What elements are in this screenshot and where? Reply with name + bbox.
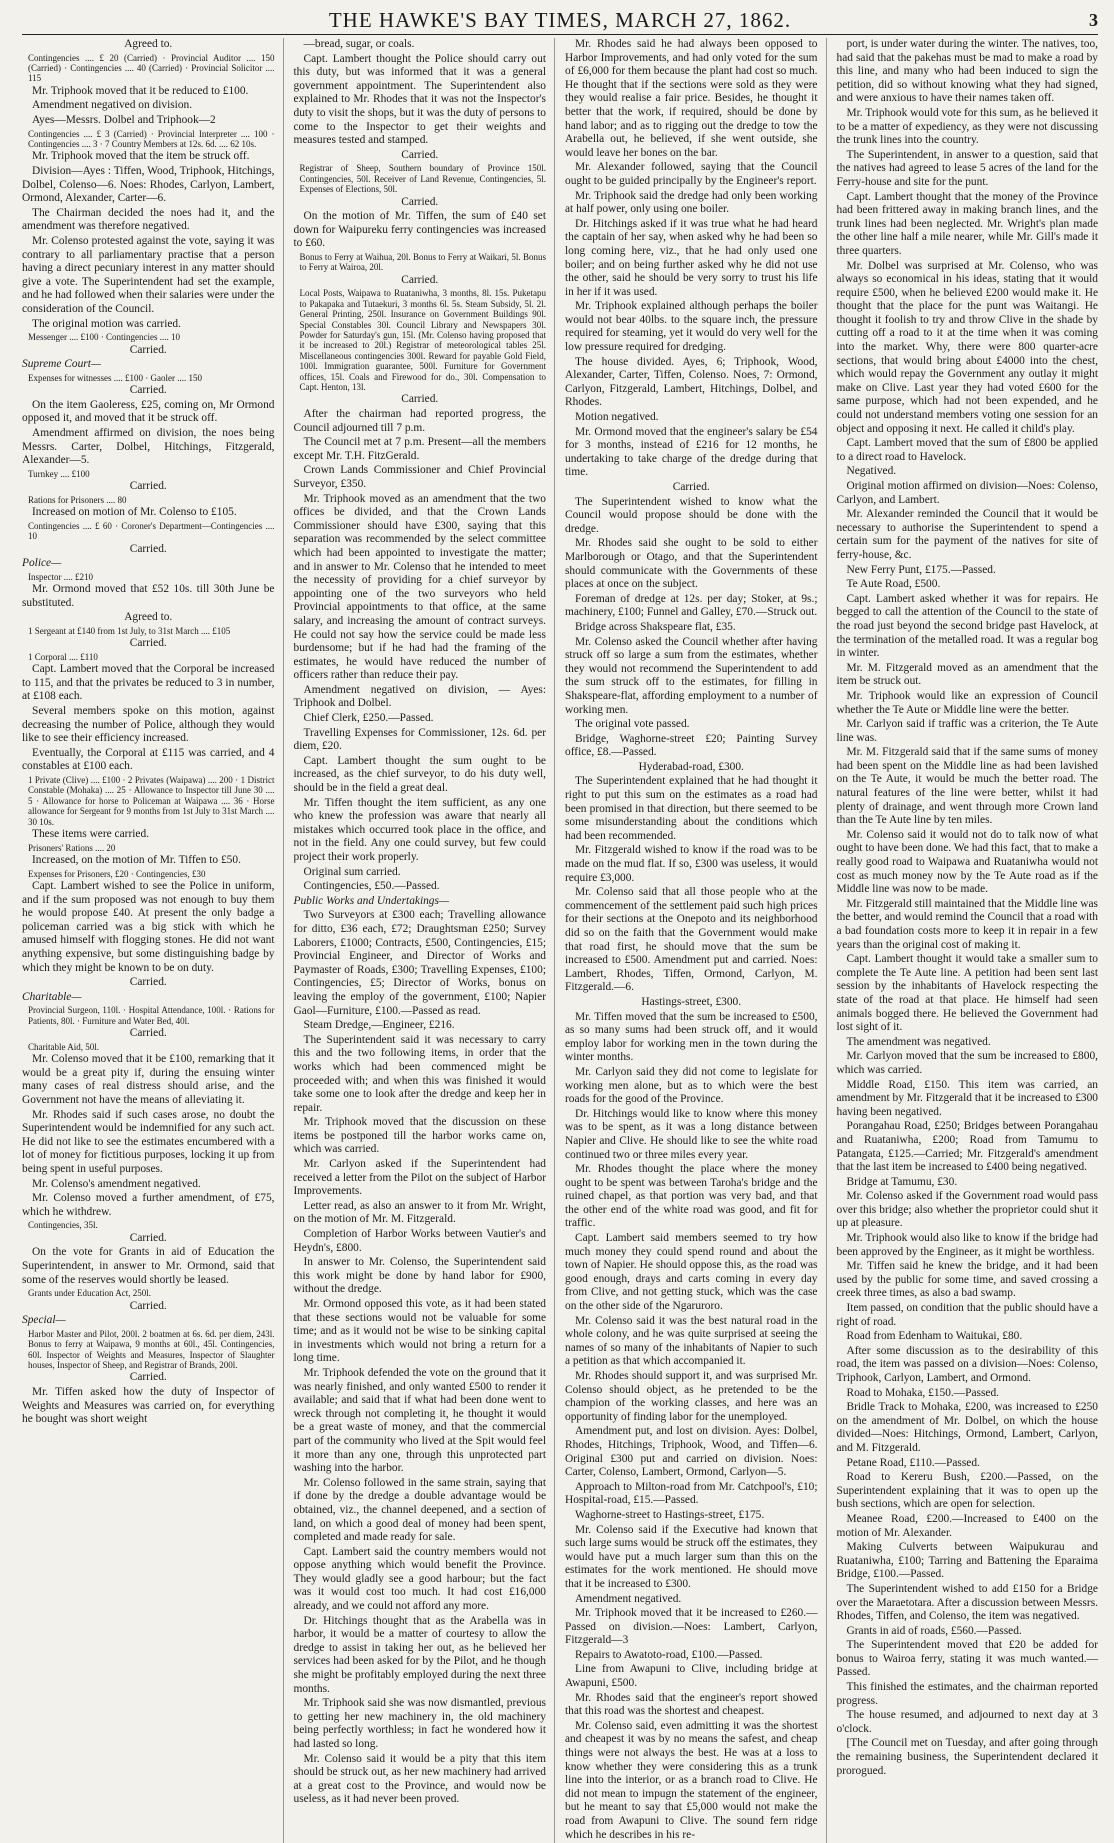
paragraph: The Superintendent explained that he had thought it right to put this sum on the estimates as a road had been promised in that direction, but there seemed to be some misunderstanding about the conditions which had been recommended.	[565, 775, 818, 842]
paragraph: Original sum carried.	[303, 865, 401, 878]
paragraph: New Ferry Punt, £175.—Passed.	[846, 563, 996, 576]
paragraph: Carried.	[401, 273, 439, 286]
paragraph: Capt. Lambert wished to see the Police in uniform, and if the sum proposed was not enough to buy them he would propose £40. At present the only badge a policeman carried was a big stick with which he amused himself with flogging stones. He did not want anything expensive, but some distinguishing badge by which they might be known to be on duty.	[22, 880, 275, 974]
paragraph: Dr. Hitchings thought that as the Arabella was in harbor, it would be a matter of courtesy to allow the dredge to assist in taking her out, as he believed her services had been asked for by the Pilot, and he though she might be profitably employed during the next three months.	[293, 1614, 546, 1695]
paragraph: Capt. Lambert moved that the sum of £800 be applied to a direct road to Havelock.	[836, 437, 1098, 463]
paragraph: Motion negatived.	[575, 411, 659, 424]
paragraph: Dr. Hitchings asked if it was true what he had heard the captain of her say, when asked why he had been so long coming here, viz., that he had only used one boiler; and on being further asked why he did not use the other, said he should be very sorry to trust his life in her if it was used.	[565, 217, 818, 298]
paragraph: The Superintendent wished to know what the Council would propose should be done with the dredge.	[565, 495, 818, 535]
masthead	[22, 8, 1098, 35]
paragraph: Mr. M. Fitzgerald moved as an amendment that the item be struck out.	[836, 661, 1098, 688]
paragraph: Harbor Master and Pilot, 200l. 2 boatmen at 6s. 6d. per diem, 243l. Bonus to ferry at Waipawa, 9 months at 60l., 45l. Contingencies, 60l. Inspector of Weights and Measures, Inspector of Slaughter houses, Inspector of Sheep, and Registrar of Brands, 200l.	[28, 1328, 275, 1370]
paragraph: On the motion of Mr. Tiffen, the sum of £40 set down for Waipureku ferry contingencies was increased to £60.	[293, 210, 546, 250]
paragraph: Hastings-street, £300.	[641, 995, 742, 1008]
paragraph: Rations for Prisoners .... 80	[28, 494, 127, 505]
paragraph: Mr. Tiffen asked how the duty of Inspector of Weights and Measures was carried on, for everything he bought was short weight	[22, 1385, 275, 1426]
paragraph: Amendment negatived.	[575, 1592, 682, 1605]
paragraph: Item passed, on condition that the public should have a right of road.	[836, 1302, 1098, 1328]
paragraph: Mr. Colenso said it would not do to talk now of what ought to have been done. We had this fact, that to make a really good road to Waipawa and Ruataniwha would not cost as much money now by the Te Aute road as if the Middle line was now to be made.	[836, 828, 1098, 896]
paragraph: The Superintendent said it was necessary to carry this and the two following items, in order that the works which had been commenced might be proceeded with; and when this was finished it would take some one to look after the dredge and keep her in repair.	[293, 1033, 546, 1114]
paragraph: Capt. Lambert thought the sum ought to be increased, as the chief surveyor, to do his duty well, should be in the field a great deal.	[293, 754, 546, 795]
paragraph: Mr. Colenso moved that it be £100, remarking that it would be a great pity if, during the ensuing winter many cases of real distress should arise, and the Government not have the means of alleviating it.	[22, 1053, 275, 1106]
paragraph: Capt. Lambert thought the Police should carry out this duty, but was informed that it was a general government appointment. The Superintendent also explained to Mr. Rhodes that it was not the Inspector's duty to visit the shops, but it was the duty of persons to come to the Inspector to get their weights and measures tested and stamped.	[293, 52, 546, 147]
paragraph: Foreman of dredge at 12s. per day; Stoker, at 9s.; machinery, £100; Funnel and Galley, £70.—Struck out.	[565, 592, 818, 619]
paragraph: Mr. Triphook moved as an amendment that the two offices be divided, and that the Crown Lands Commissioner should have £300, saying that this separation was recommended by the select committee which had been appointed to investigate the matter; and in answer to Mr. Colenso that he intended to meet the necessity of providing for a chief surveyor by appointing one of the two surveyors who held Provincial appointments to that office, at the same salary, and increasing the amount of contract surveys. He could not say how the service could be made less burdensome; but if he had had the framing of the estimates, he would have reduced the number of officers rather than reduce their pay.	[293, 492, 546, 682]
paragraph: Mr. Colenso said that all those people who at the commencement of the settlement paid such high prices for their sections at the Onepoto and its neighborhood did so on the faith that the Government would make that road first, he should move that the sum be increased to £500. Amendment put and carried. Noes: Lambert, Rhodes, Tiffen, Ormond, Carlyon, M. Fitzgerald.—6.	[565, 886, 818, 994]
paragraph: Ayes—Messrs. Dolbel and Triphook—2	[32, 114, 216, 126]
page-number: 3	[1089, 10, 1098, 30]
paragraph: Letter read, as also an answer to it from Mr. Wright, on the motion of Mr. M. Fitzgerald.	[293, 1199, 546, 1226]
paragraph: After the chairman had reported progress, the Council adjourned till 7 p.m.	[293, 408, 546, 434]
paragraph: On the vote for Grants in aid of Education the Superintendent, in answer to Mr. Ormond, said that some of the reserves would shortly be leased.	[22, 1246, 275, 1286]
paragraph: Mr. Rhodes said he had always been opposed to Harbor Improvements, and had only voted for the sum of £6,000 for them because the plant had cost so much. He thought that if the sections were sold as they were they would realise a fair price. Besides, he thought it better that the work, if required, should be done by hand labor; and as to rigging out the dredge to tow the Arabella out, he believed, if she went outside, she would leave her bones on the bar.	[565, 38, 818, 159]
paragraph: Contingencies, 35l.	[28, 1220, 98, 1231]
paragraph: Mr. Carlyon said they did not come to legislate for working men alone, but as to which were the best roads for the good of the Province.	[565, 1065, 818, 1106]
paragraph: Mr. Carlyon asked if the Superintendent had received a letter from the Pilot on the subject of Harbor Improvements.	[293, 1158, 546, 1198]
paragraph: Mr. Triphook said the dredge had only been working at half power, only using one boiler.	[565, 189, 818, 216]
paragraph: Carried.	[129, 542, 167, 555]
paragraph: Mr. Triphook explained although perhaps the boiler would not bear 40lbs. to the square inch, the pressure required for steaming, yet it would do very well for the low pressure required for dredging.	[565, 300, 818, 354]
paragraph: Mr. Fitzgerald wished to know if the road was to be made on the mud flat. If so, £300 was useless, it would require £3,000.	[565, 844, 818, 884]
paragraph: Mr. Colenso asked if the Government road would pass over this bridge; also whether the proprietor could shut it up at pleasure.	[836, 1190, 1098, 1230]
paragraph: Increased, on the motion of Mr. Tiffen to £50.	[32, 854, 241, 867]
paragraph: Eventually, the Corporal at £115 was carried, and 4 constables at £100 each.	[22, 746, 275, 773]
paragraph: Amendment negatived on division, — Ayes: Triphook and Dolbel.	[293, 683, 546, 710]
paragraph: Mr. Triphook said she was now dismantled, previous to getting her new machinery in, the old machinery being perfectly worthless; in fact he wondered how it had lasted so long.	[293, 1697, 546, 1750]
paragraph: Mr. Triphook moved that the item be struck off.	[32, 150, 250, 163]
paragraph: Agreed to.	[124, 611, 173, 624]
paragraph: Road to Mohaka, £150.—Passed.	[846, 1386, 999, 1399]
paragraph: Mr. Tiffen moved that the sum be increased to £500, as so many sums had been struck off, and it would employ labor for working men in the town during the winter months.	[565, 1010, 818, 1064]
paragraph: Carried.	[129, 1231, 167, 1244]
paragraph: Agreed to.	[124, 38, 173, 50]
paragraph: Carried.	[129, 637, 167, 650]
paragraph: The Chairman decided the noes had it, and the amendment was therefore negatived.	[22, 206, 275, 233]
paragraph: Road from Edenham to Waitukai, £80.	[846, 1330, 1023, 1343]
paragraph: In answer to Mr. Colenso, the Superintendent said this work might be done by hand labor for £900, without the dredge.	[293, 1256, 546, 1296]
paragraph: Mr. Colenso protested against the vote, saying it was contrary to all parliamentary practise that a person having a direct pecuniary interest in any matter should give a vote. The Superintendent had set the example, and he had followed when their salaries were under the consideration of the Council.	[22, 234, 275, 315]
paragraph: Mr. Colenso said, even admitting it was the shortest and cheapest it was by no means the safest, and cheap things were not always the best. He was at a loss to know whether they were considering this as a trunk line into the interior, or as a branch road to Clive. He did not mean to impugn the statement of the engineer, but he meant to say that £5,000 would not make the road from Awapuni to Clive. The sound fern ridge which he describes in his re-	[565, 1719, 818, 1841]
paragraph: Mr. Fitzgerald still maintained that the Middle line was the better, and would remind the Council that a road with a bad foundation costs more to keep it in repair in a few years than the original cost of making it.	[836, 897, 1098, 951]
paragraph: Mr. Tiffen thought the item sufficient, as any one who knew the profession was aware that nearly all mistakes which occurred took place in the office, and not in the field. Any one could survey, but few could project their work properly.	[293, 796, 546, 863]
paragraph: Contingencies, £50.—Passed.	[303, 880, 440, 893]
paragraph: Contingencies .... £ 3 (Carried) · Provincial Interpreter .... 100 · Contingencies .... 3 · 7 Country Members at 12s. 6d. .... 62 10s.	[28, 128, 275, 149]
paragraph: Mr. Tiffen said he knew the bridge, and it had been used by the public for some time, and saved crossing a creek three times, as also a bad swamp.	[836, 1260, 1098, 1300]
paragraph: 1 Corporal .... £110	[28, 651, 98, 662]
paragraph: Approach to Milton-road from Mr. Catchpool's, £10; Hospital-road, £15.—Passed.	[565, 1480, 818, 1507]
paragraph: Mr. Ormond moved that £52 10s. till 30th June be substituted.	[22, 583, 275, 609]
paragraph: The Council met at 7 p.m. Present—all the members except Mr. T.H. FitzGerald.	[293, 436, 546, 462]
paragraph: Bridge, Waghorne-street £20; Painting Survey office, £8.—Passed.	[565, 732, 818, 759]
paragraph: The original vote passed.	[575, 718, 690, 731]
paragraph: Several members spoke on this motion, against decreasing the number of Police, although they would like to see their efficiency increased.	[22, 705, 275, 745]
paragraph: Mr. Rhodes said she ought to be sold to either Marlborough or Otago, and that the Superintendent should communicate with the Governments of these places at once on the subject.	[565, 537, 818, 591]
paragraph: Mr. Dolbel was surprised at Mr. Colenso, who was always so economical in his ideas, stating that it would require £500, when he believed £200 would make it. He thought that the place for the punt was Waitangi. He thought it foolish to try and throw Clive in the shade by cutting off a road to it at the time when it was coming into the market. Why, there were 800 quarter-acre sections, that would bring about £4000 into the chest, which would repay the Government any outlay it might make on Clive. Last year they had voted £600 for the same purpose, which had not been expended, and he could not understand members voting one session for an object and opposing it next. He called it child's play.	[836, 259, 1098, 435]
paragraph: Public Works and Undertakings—	[293, 894, 450, 907]
paragraph: Expenses for Prisoners, £20 · Contingencies, £30	[28, 868, 206, 879]
paragraph: Bonus to Ferry at Waihua, 20l. Bonus to Ferry at Waikari, 5l. Bonus to Ferry at Wairoa, 20l.	[299, 251, 546, 273]
paragraph: Dr. Hitchings would like to know where this money was to be spent, as it was a long distance between Napier and Clive. He should like to see the white road continued two or three miles every year.	[565, 1107, 818, 1161]
paragraph: port, is under water during the winter. The natives, too, had said that the pakehas must be mad to make a road by this line, and many who had been induced to sign the petition, did so without knowing what they had signed, and were anxious to have their names taken off.	[836, 38, 1098, 105]
paragraph: Grants in aid of roads, £560.—Passed.	[846, 1624, 1022, 1637]
paragraph: Line from Awapuni to Clive, including bridge at Awapuni, £500.	[565, 1663, 818, 1690]
paragraph: Chief Clerk, £250.—Passed.	[303, 712, 434, 725]
paragraph: Carried.	[129, 1027, 167, 1040]
paragraph: Capt. Lambert asked whether it was for repairs. He begged to call the attention of the Council to the state of the road just beyond the second bridge past Havelock, at the termination of the metalled road. It was a regular bog in winter.	[836, 592, 1098, 660]
paragraph: The house divided. Ayes, 6; Triphook, Wood, Alexander, Carter, Tiffen, Colenso. Noes, 7: Ormond, Carlyon, Fitzgerald, Lambert, Hitchings, Dolbel, and Rhodes.	[565, 355, 818, 409]
paragraph: Mr. Triphook would also like to know if the bridge had been approved by the Engineer, as it might be worthless.	[836, 1232, 1098, 1258]
column-3	[565, 38, 827, 1843]
paragraph: Division—Ayes : Tiffen, Wood, Triphook, Hitchings, Dolbel, Colenso—6. Noes: Rhodes, Carlyon, Lambert, Ormond, Alexander, Carter—6.	[22, 165, 275, 205]
paragraph: Repairs to Awatoto-road, £100.—Passed.	[575, 1648, 763, 1661]
paragraph: Mr. Colenso's amendment negatived.	[32, 1177, 201, 1190]
paragraph: Te Aute Road, £500.	[846, 578, 941, 591]
paragraph: Mr. Colenso followed in the same strain, saying that if done by the dredge a double advantage would be obtained, viz., the channel deepened, and a section of land, on which a good deal of money had been spent, completed and made ready for sale.	[293, 1476, 546, 1544]
paragraph: Carried.	[129, 1299, 167, 1312]
paragraph: Special—	[22, 1314, 66, 1327]
paragraph: Messenger .... £100 · Contingencies .... 10	[28, 332, 180, 343]
paragraph: Carried.	[129, 480, 167, 493]
paragraph: Supreme Court—	[22, 358, 101, 371]
paragraph: Carried.	[129, 976, 167, 989]
paragraph: Carried.	[129, 1371, 167, 1384]
paragraph: On the item Gaoleress, £25, coming on, Mr Ormond opposed it, and moved that it be struck off.	[22, 398, 275, 425]
paragraph: Steam Dredge,—Engineer, £216.	[303, 1019, 455, 1032]
paragraph: Capt. Lambert thought that the money of the Province had been frittered away in making branch lines, and the trunk lines had been neglected. Mr. Wright's plan made the other line half a mile nearer, while Mr. Gill's made it three quarters.	[836, 190, 1098, 257]
paragraph: Meanee Road, £200.—Increased to £400 on the motion of Mr. Alexander.	[836, 1512, 1098, 1539]
paragraph: Hyderabad-road, £300.	[638, 760, 744, 773]
paragraph: Carried.	[129, 384, 167, 397]
paragraph: Charitable—	[22, 990, 82, 1003]
paragraph: Original motion affirmed on division—Noes: Colenso, Carlyon, and Lambert.	[836, 480, 1098, 506]
column-2	[294, 38, 556, 1843]
paragraph: Carried.	[672, 481, 710, 493]
paragraph: Mr. Colenso said it would be a pity that this item should be struck out, as her new machinery had arrived at a great cost to the Province, and would now be useless, as it had never been proved.	[293, 1752, 546, 1806]
paragraph: Middle Road, £150. This item was carried, an amendment by Mr. Fitzgerald that it be increased to £300 having been negatived.	[836, 1078, 1098, 1118]
paragraph: The original motion was carried.	[32, 317, 181, 330]
paragraph: Mr. Triphook moved that the discussion on these items be postponed till the harbor works came on, which was carried.	[293, 1116, 546, 1156]
paragraph: Mr. Alexander reminded the Council that it would be necessary to authorise the Superintendent to spend a certain sum for the payment of the natives for site of ferry-house, &c.	[836, 508, 1098, 561]
paragraph: Mr. Rhodes should support it, and was surprised Mr. Colenso should object, as he pretended to be the champion of the working classes, and here was an opportunity of finding labor for the unemployed.	[565, 1370, 818, 1423]
paragraph: Carried.	[401, 195, 439, 208]
paragraph: Amendment put, and lost on division. Ayes: Dolbel, Rhodes, Hitchings, Triphook, Wood, and Tiffen—6. Original £300 put and carried on division. Noes: Carter, Colenso, Lambert, Ormond, Carlyon—5.	[565, 1425, 818, 1479]
column-1	[22, 38, 284, 1843]
paragraph: Carried.	[129, 343, 167, 356]
paragraph: Waghorne-street to Hastings-street, £175.	[575, 1508, 765, 1521]
paragraph: Mr. Rhodes said if such cases arose, no doubt the Superintendent would be indemnified for any such act. He did not like to see the estimates encumbered with a lot of money for fictitious purposes, locking it up from being spent in useful purposes.	[22, 1108, 275, 1175]
paragraph: Capt. Lambert moved that the Corporal be increased to 115, and that the privates be reduced to 3 in number, at £108 each.	[22, 663, 275, 703]
paragraph: Porangahau Road, £250; Bridges between Porangahau and Ruataniwha, £200; Road from Tamumu to Patangata, £125.—Carried; Mr. Fitzgerald's amendment that the last item be increased to £400 being negatived.	[836, 1120, 1098, 1174]
paragraph: Increased on motion of Mr. Colenso to £105.	[32, 506, 237, 519]
paragraph: Mr. Triphook moved that it be increased to £260.—Passed on division.—Noes: Lambert, Carlyon, Fitzgerald—3	[565, 1607, 818, 1647]
paragraph: Expenses for witnesses .... £100 · Gaoler .... 150	[28, 372, 202, 383]
paragraph: Turnkey .... £100	[28, 468, 90, 479]
paragraph: Police—	[22, 557, 62, 570]
paragraph: Charitable Aid, 50l.	[28, 1041, 99, 1052]
paragraph: Mr. Colenso moved a further amendment, of £75, which he withdrew.	[22, 1192, 275, 1218]
paragraph: Mr. Alexander followed, saying that the Council ought to be guided principally by the Engineer's report.	[565, 161, 818, 187]
paragraph: Amendment affirmed on division, the noes being Messrs. Carter, Dolbel, Hitchings, Fitzgerald, Alexander—5.	[22, 426, 275, 467]
paragraph: Travelling Expenses for Commissioner, 12s. 6d. per diem, £20.	[293, 726, 546, 753]
paragraph: These items were carried.	[32, 828, 150, 841]
paragraph: The Superintendent moved that £20 be added for bonus to Wairoa ferry, stating it was much wanted.—Passed.	[836, 1639, 1098, 1679]
paragraph: Capt. Lambert said members seemed to try how much money they could spend round and about the town of Napier. He should oppose this, as the road was good enough, drays and carts coming in every day from Clive, and not getting stuck, which was the case on the other side of the Ngaruroro.	[565, 1232, 818, 1313]
paragraph: Road to Kereru Bush, £200.—Passed, on the Superintendent explaining that it was to open up the bush sections, which are open for selection.	[836, 1471, 1098, 1511]
paragraph: Mr. Colenso asked the Council whether after having struck off so large a sum from the estimates, whether they would not recommend the Superintendent to add the sum struck off to the estimates, for filling in Shakspeare-flat, affording employment to a number of working men.	[565, 635, 818, 716]
paragraph: Mr. Ormond opposed this vote, as it had been stated that these sections would not be valuable for some time; and as it would not be wise to be sinking capital in investments which would not bring a return for a long time.	[293, 1298, 546, 1365]
paragraph: Mr. Carlyon moved that the sum be increased to £800, which was carried.	[836, 1050, 1098, 1076]
paragraph: Registrar of Sheep, Southern boundary of Province 150l. Contingencies, 50l. Receiver of Land Revenue, Contingencies, 5l. Expenses of Elections, 50l.	[299, 163, 546, 195]
paragraph: Inspector .... £210	[28, 571, 93, 582]
paragraph: Bridle Track to Mohaka, £200, was increased to £250 on the amendment of Mr. Dolbel, on which the house divided—Noes: Hitchings, Ormond, Lambert, Carlyon, and M. Fitzgerald.	[836, 1401, 1098, 1454]
paragraph: The Superintendent, in answer to a question, said that the natives had agreed to lease 5 acres of the land for the Ferry-house and site for the punt.	[836, 148, 1098, 188]
newspaper-title: THE HAWKE'S BAY TIMES, MARCH 27, 1862.	[328, 8, 792, 32]
paragraph: Carried.	[401, 148, 439, 161]
paragraph: The amendment was negatived.	[846, 1035, 991, 1048]
paragraph: Mr. Carlyon said if traffic was a criterion, the Te Aute line was.	[836, 718, 1098, 744]
paragraph: Prisoners' Rations .... 20	[28, 842, 116, 853]
paragraph: Mr. Triphook moved that it be reduced to £100.	[32, 84, 249, 97]
paragraph: [The Council met on Tuesday, and after going through the remaining business, the Superintendent declared it prorogued.	[836, 1737, 1098, 1777]
paragraph: Bridge across Shakspeare flat, £35.	[575, 620, 736, 633]
paragraph: Making Culverts between Waipukurau and Ruataniwha, £100; Tarring and Battening the Eparaima Bridge, £100.—Passed.	[836, 1541, 1098, 1581]
paragraph: The house resumed, and adjourned to next day at 3 o'clock.	[836, 1709, 1098, 1735]
paragraph: Completion of Harbor Works between Vautier's and Heydn's, £800.	[293, 1228, 546, 1254]
paragraph: Grants under Education Act, 250l.	[28, 1288, 151, 1299]
column-4	[837, 38, 1099, 1843]
paragraph: Mr. M. Fitzgerald said that if the same sums of money had been spent on the Middle line as had been lavished on the Te Aute, it would be much the better road. The natural features of the line were better, whilst it had plenty of drainage, and went through more Crown land than the Te Aute line by ten miles.	[836, 746, 1098, 827]
paragraph: The Superintendent wished to add £150 for a Bridge over the Maraetotara. After a discussion between Messrs. Rhodes, Tiffen, and Colenso, the item was negatived.	[836, 1582, 1098, 1623]
paragraph: Mr. Triphook would like an expression of Council whether the Te Aute or Middle line were the better.	[836, 689, 1098, 716]
article-columns	[22, 38, 1098, 1841]
paragraph: Mr. Colenso said if the Executive had known that such large sums would be struck off the estimates, they would have put a much larger sum than this on the estimates for the work mentioned. He should move that it be increased to £300.	[565, 1523, 818, 1590]
paragraph: Mr. Triphook would vote for this sum, as he believed it to be a matter of expediency, as they were not discussing the trunk lines into the country.	[836, 106, 1098, 147]
paragraph: This finished the estimates, and the chairman reported progress.	[836, 1681, 1098, 1707]
paragraph: Mr. Triphook defended the vote on the ground that it was nearly finished, and only wanted £500 to render it available; and said that if what had been done went to wreck through not completing it, he thought it would be a great waste of money, and that the commercial part of the community who lived at the Spit would feel it more than any one, through this unprotected part washing into the harbor.	[293, 1366, 546, 1475]
paragraph: Carried.	[401, 393, 439, 406]
paragraph: Capt. Lambert thought it would take a smaller sum to complete the Te Aute line. A petition had been sent last session by the inhabitants of Havelock respecting the state of the road at that place. He himself had seen animals bogged there. He believed the Government had lost sight of it.	[836, 953, 1098, 1034]
paragraph: After some discussion as to the desirability of this road, the item was passed on a division—Noes: Colenso, Triphook, Carlyon, Lambert, and Ormond.	[836, 1344, 1098, 1384]
paragraph: Provincial Surgeon, 110l. · Hospital Attendance, 100l. · Rations for Patients, 80l. · Furniture and Water Bed, 40l.	[28, 1005, 275, 1026]
paragraph: Petane Road, £110.—Passed.	[846, 1456, 980, 1469]
paragraph: Mr. Colenso said it was the best natural road in the whole colony, and he was quite surprised at seeing the names of so many of the inhabitants of Napier to such a petition as that which accompanied it.	[565, 1314, 818, 1368]
paragraph: Crown Lands Commissioner and Chief Provincial Surveyor, £350.	[293, 464, 546, 490]
paragraph: 1 Private (Clive) .... £100 · 2 Privates (Waipawa) .... 200 · 1 District Constable (Mohaka) .... 25 · Allowance to Inspector till June 30 .... 5 · Allowance for horse to Policeman at Waipawa .... 36 · Horse allowance for Sergeant for 9 months from 1st July to 31st March .... 30 10s.	[28, 775, 275, 827]
paragraph: Negatived.	[846, 465, 897, 478]
paragraph: Contingencies .... £ 20 (Carried) · Provincial Auditor .... 150 (Carried) · Contingencies .... 40 (Carried) · Provincial Solicitor .... 115	[28, 52, 275, 84]
paragraph: Mr. Rhodes thought the place where the money ought to be spent was between Taroha's bridge and the ruined chapel, as that portion was very bad, and that the other end of the white road was good, and fit for traffic.	[565, 1163, 818, 1230]
paragraph: Mr. Ormond moved that the engineer's salary be £54 for 3 months, instead of £216 for 12 months, he undertaking to take charge of the dredge during that time.	[565, 425, 818, 479]
paragraph: Bridge at Tamumu, £30.	[846, 1175, 958, 1188]
paragraph: Contingencies .... £ 60 · Coroner's Department—Contingencies .... 10	[28, 520, 275, 542]
paragraph: Amendment negatived on division.	[32, 99, 193, 112]
paragraph: 1 Sergeant at £140 from 1st July, to 31st March .... £105	[28, 625, 231, 636]
paragraph: Mr. Rhodes said that the engineer's report showed that this road was the shortest and cheapest.	[565, 1691, 818, 1718]
paragraph: Capt. Lambert said the country members would not oppose anything which would benefit the Province. They would gladly see a good harbour; but the fact was it would cost too much. It had cost £16,000 already, and we could not afford any more.	[293, 1545, 546, 1613]
paragraph: —bread, sugar, or coals.	[303, 38, 415, 50]
paragraph: Local Posts, Waipawa to Ruataniwha, 3 months, 8l. 15s. Puketapu to Pakapaka and Tutaekuri, 3 months 6l. 5s. Steam Subsidy, 5l. 2l. General Printing, 250l. Insurance on Government Buildings 90l. Special Constables 30l. Council Library and Newspapers 30l. Powder for Saturday's gun, 15l. (Mr. Colenso having proposed that it be increased to 20l.) Registrar of meteorological tables 25l. Miscellaneous contingencies 300l. Reward for payable Gold Field, 100l. Immigration guarantee, 500l. Furniture for Government offices, 15l. Coals and Firewood for do., 30l. Compensation to Capt. Henton, 13l.	[299, 288, 546, 392]
paragraph: Two Surveyors at £300 each; Travelling allowance for ditto, £36 each, £72; Draughtsman £250; Survey Laborers, £1000; Contracts, £500, Contingencies, £15; Provincial Engineer, and Director of Works and Paymaster of Roads, £300; Travelling Expenses, £100; Contingencies, £5; Director of Works, bonus on leaving the employ of the government, £100; Napier Gaol—Furniture, £100.—Passed as read.	[293, 909, 546, 1017]
